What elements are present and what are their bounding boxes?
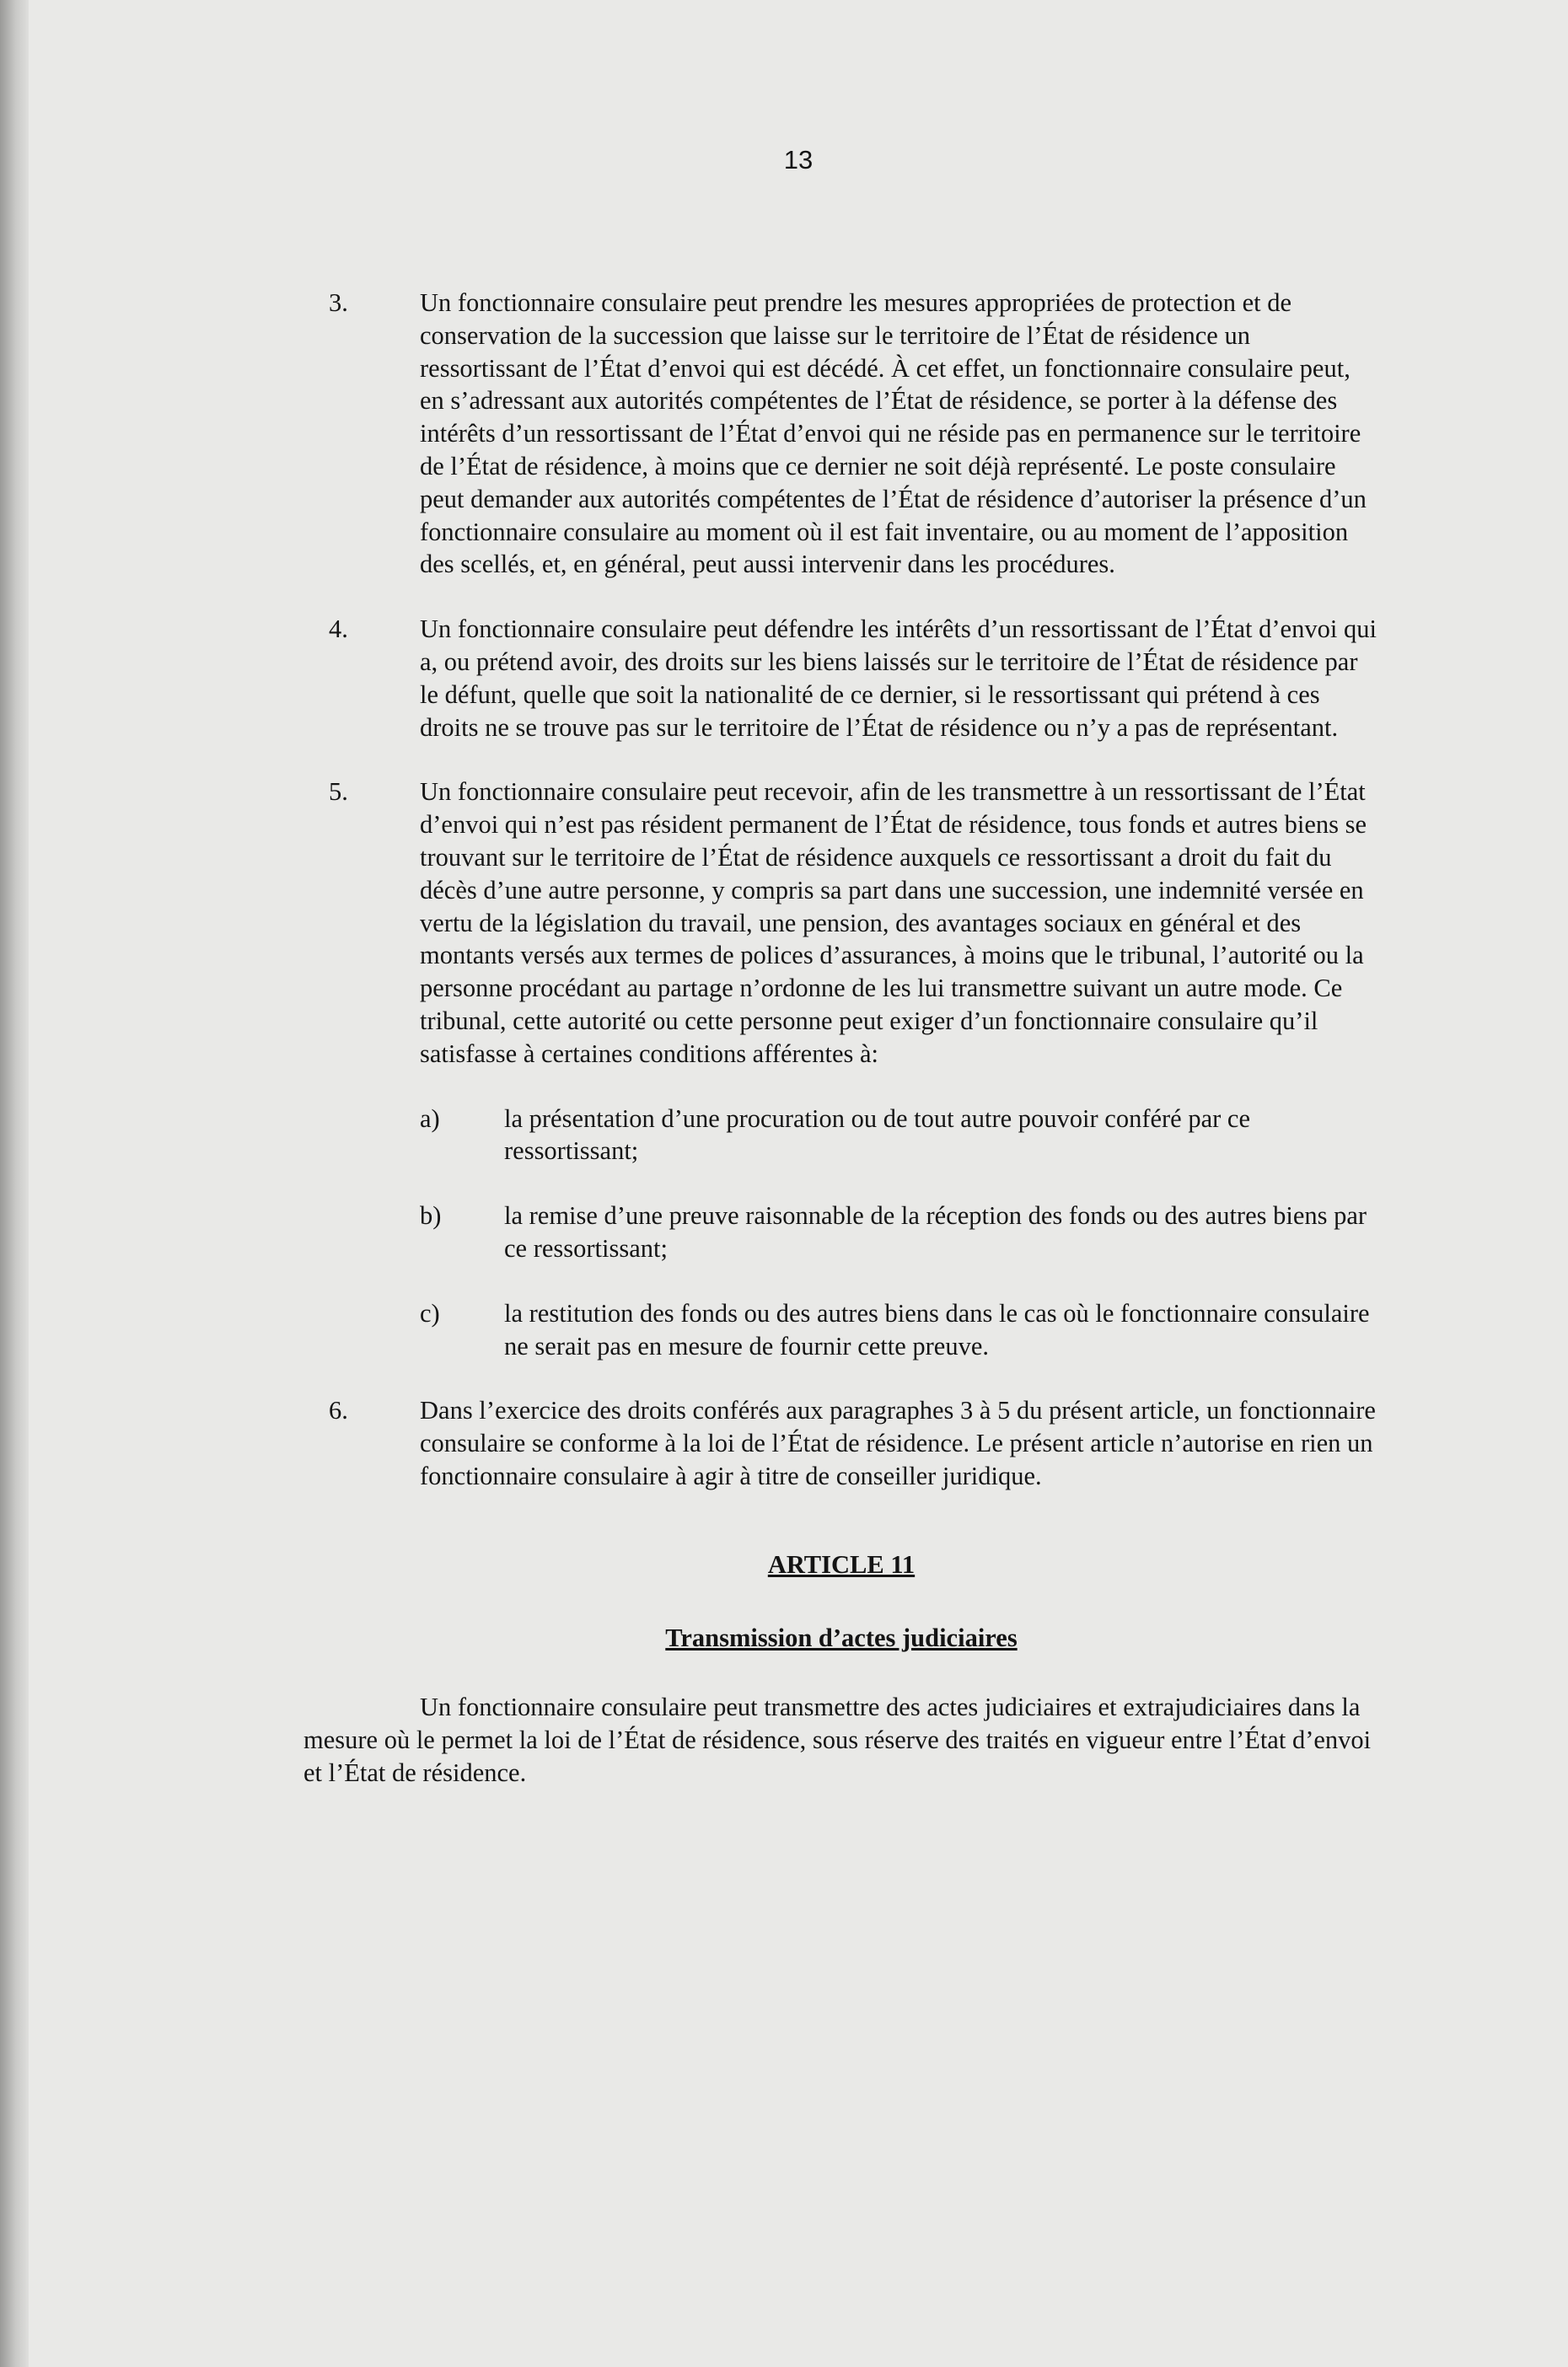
sub-item-text: la restitution des fonds ou des autres biens dans le cas où le fonctionnaire consulaire ne serait pas en mesure de fournir cette preuve. [504,1298,1370,1361]
paragraph-text: Un fonctionnaire consulaire peut prendre les mesures appropriées de protection et de conservation de la succession que laisse sur le territoire de l’État de résidence un ressortissant de l’État d’envoi qui est décédé. À cet effet, un fonctionnaire consulaire peut, en s’adressant aux autorités compétentes de l’État de résidence, se porter à la défense des intérêts d’un ressortissant de l’État d’envoi qui ne réside pas en permanence sur le territoire de l’État de résidence, à moins que ce dernier ne soit déjà représenté. Le poste consulaire peut demander aux autorités compétentes de l’État de résidence d’autoriser la présence d’un fonctionnaire consulaire au moment où il est fait inventaire, ou au moment de l’apposition des scellés, et, en général, peut aussi intervenir dans les procédures. [420,288,1367,579]
paragraph-number: 3. [329,288,348,317]
sub-item-b [420,1200,1379,1265]
paragraph-number: 5. [329,777,348,807]
paragraph-4 [303,613,1379,743]
sub-item-letter: a) [420,1103,440,1133]
sub-item-letter: c) [420,1298,440,1328]
sub-item-c [420,1297,1379,1363]
paragraph-6 [303,1394,1379,1492]
sub-item-letter: b) [420,1201,442,1231]
article-paragraph: Un fonctionnaire consulaire peut transmettre des actes judiciaires et extrajudiciaires dans la mesure où le permet la loi de l’État de résidence, sous réserve des traités en vigueur entre l’État d’envoi et l’État de résidence. [303,1693,1372,1787]
paragraph-number: 6. [329,1396,348,1425]
paragraph-text: Dans l’exercice des droits conférés aux paragraphes 3 à 5 du présent article, un fonctionnaire consulaire se conforme à la loi de l’État de résidence. Le présent article n’autorise en rien un fonctionnaire consulaire à agir à titre de conseiller juridique. [420,1396,1376,1490]
sub-item-list [420,1103,1379,1363]
paragraph-5 [303,776,1379,1362]
article-heading: ARTICLE 11 [767,1549,916,1579]
document-page [29,0,1568,2367]
paragraph-number: 4. [329,615,348,644]
sub-item-text: la remise d’une preuve raisonnable de la réception des fonds ou des autres biens par ce ressortissant; [504,1201,1367,1263]
sub-item-text: la présentation d’une procuration ou de tout autre pouvoir conféré par ce ressortissant; [504,1103,1250,1166]
paragraph-3 [303,287,1379,581]
page-content [303,287,1379,1790]
article-subheading: Transmission d’actes judiciaires [665,1623,1018,1652]
page-number: 13 [783,145,814,174]
sub-item-a [420,1103,1379,1168]
book-spine-shadow [0,0,29,2367]
paragraph-text: Un fonctionnaire consulaire peut défendre les intérêts d’un ressortissant de l’État d’envoi qui a, ou prétend avoir, des droits sur les biens laissés sur le territoire de l’État de résidence par le défunt, quelle que soit la nationalité de ce dernier, si le ressortissant qui prétend à ces droits ne se trouve pas sur le territoire de l’État de résidence ou n’y a pas de représentant. [420,615,1377,742]
paragraph-text: Un fonctionnaire consulaire peut recevoir, afin de les transmettre à un ressortissant de l’État d’envoi qui n’est pas résident permanent de l’État de résidence, tous fonds et autres biens se trouvant sur le territoire de l’État de résidence auxquels ce ressortissant a droit du fait du décès d’une autre personne, y compris sa part dans une succession, une indemnité versée en vertu de la législation du travail, une pension, des avantages sociaux en général et des montants versés aux termes de polices d’assurances, à moins que le tribunal, l’autorité ou la personne procédant au partage n’ordonne de les lui transmettre suivant un autre mode. Ce tribunal, cette autorité ou cette personne peut exiger d’un fonctionnaire consulaire qu’il satisfasse à certaines conditions afférentes à: [420,777,1367,1068]
